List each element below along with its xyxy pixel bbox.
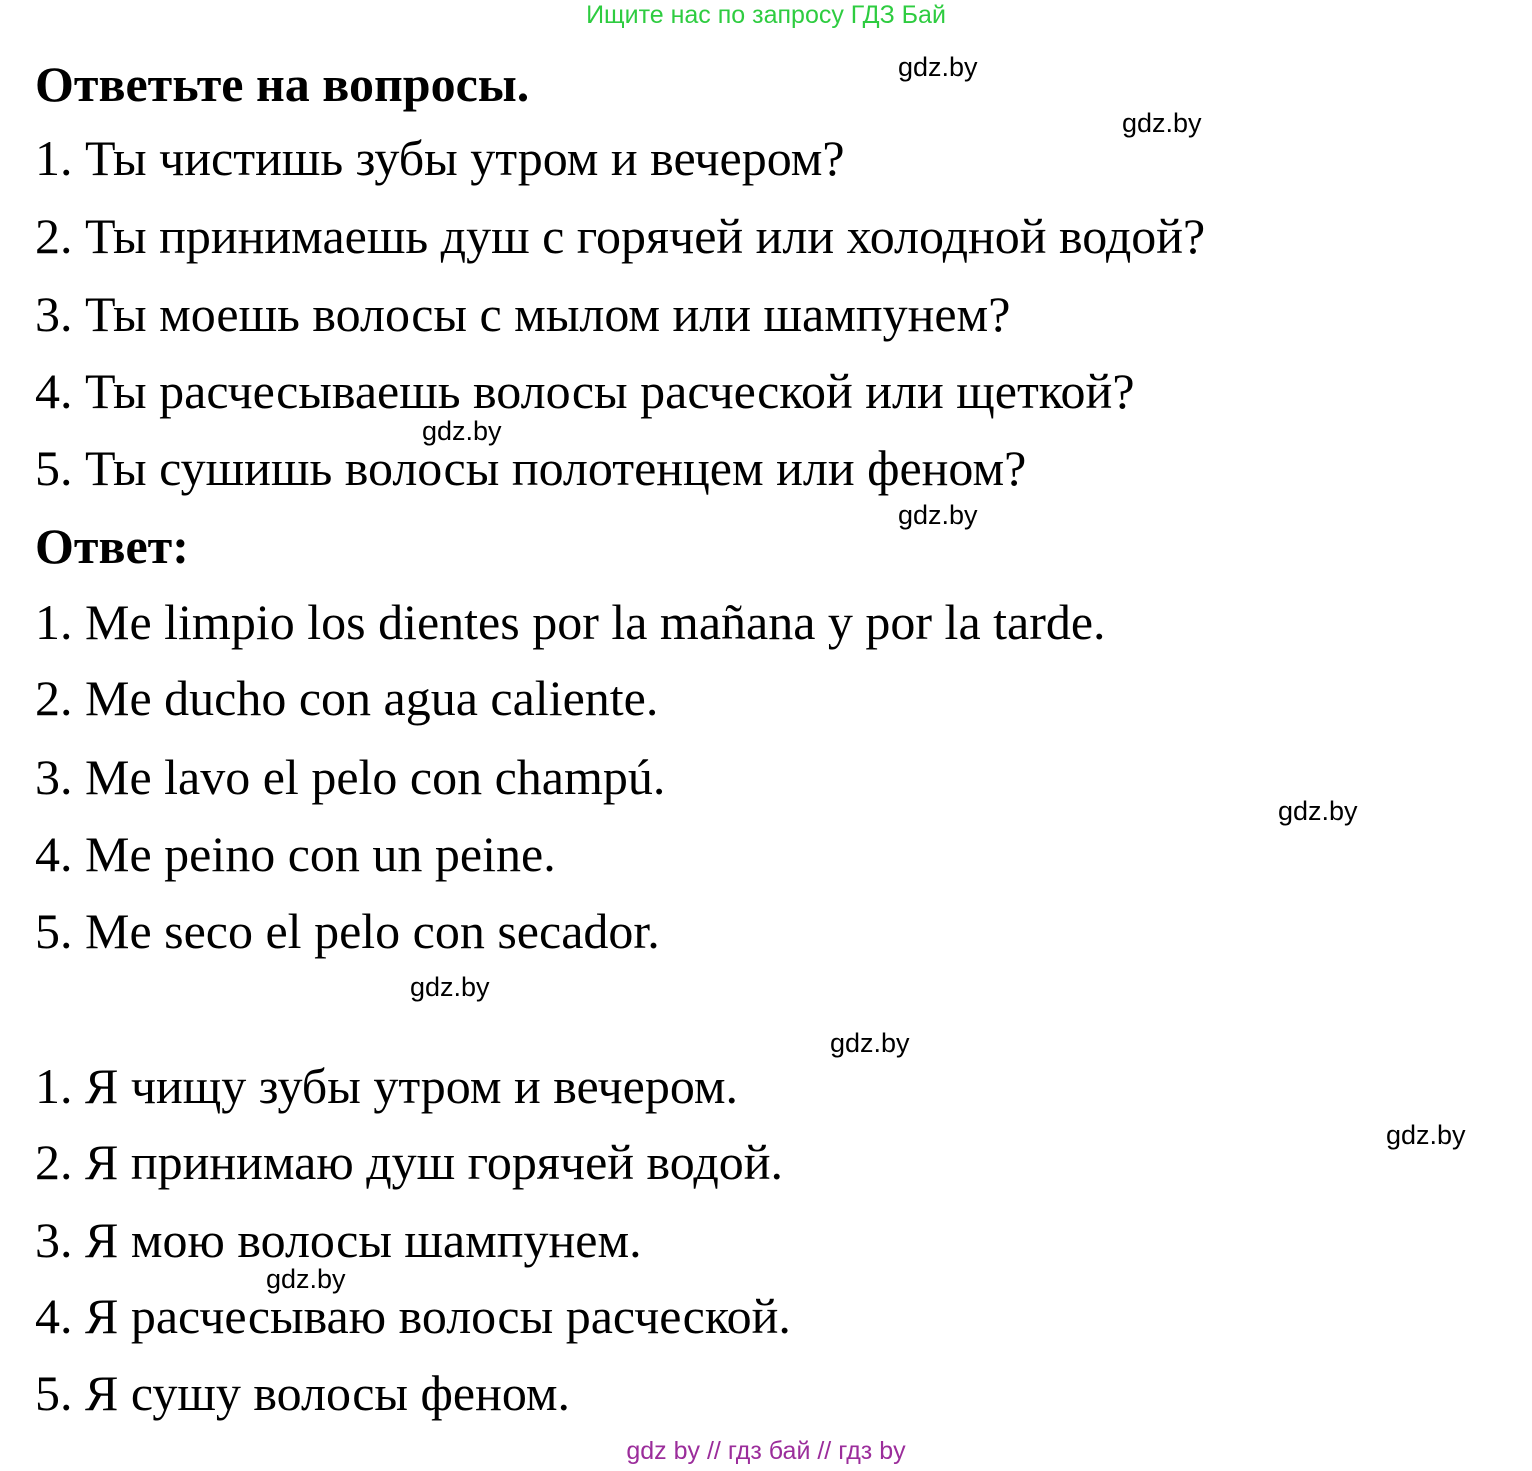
watermark: gdz.by bbox=[422, 416, 502, 446]
answer-es-1: 1. Me limpio los dientes por la mañana y por la tarde. bbox=[35, 594, 1106, 650]
answer-es-4: 4. Me peino con un peine. bbox=[35, 826, 556, 882]
answer-ru-1: 1. Я чищу зубы утром и вечером. bbox=[35, 1058, 739, 1114]
watermark: gdz.by bbox=[898, 52, 978, 82]
watermark: gdz.by bbox=[898, 500, 978, 530]
watermark: gdz.by bbox=[1278, 796, 1358, 826]
question-4: 4. Ты расчесываешь волосы расческой или щеткой? bbox=[35, 363, 1135, 419]
answer-ru-5: 5. Я сушу волосы феном. bbox=[35, 1365, 571, 1421]
watermark: gdz.by bbox=[830, 1028, 910, 1058]
watermark: gdz.by bbox=[1386, 1120, 1466, 1150]
answer-ru-3: 3. Я мою волосы шампунем. bbox=[35, 1212, 642, 1268]
question-5: 5. Ты сушишь волосы полотенцем или феном? bbox=[35, 440, 1027, 496]
answer-ru-2: 2. Я принимаю душ горячей водой. bbox=[35, 1134, 784, 1190]
questions-heading: Ответьте на вопросы. bbox=[35, 56, 530, 112]
answer-heading: Ответ: bbox=[35, 518, 189, 574]
answer-ru-4: 4. Я расчесываю волосы расческой. bbox=[35, 1288, 791, 1344]
footer-links: gdz by // гдз бай // гдз by bbox=[626, 1437, 906, 1465]
answer-es-3: 3. Me lavo el pelo con champú. bbox=[35, 749, 666, 805]
search-banner: Ищите нас по запросу ГДЗ Бай bbox=[586, 1, 946, 29]
question-2: 2. Ты принимаешь душ с горячей или холодной водой? bbox=[35, 208, 1206, 264]
watermark: gdz.by bbox=[266, 1264, 346, 1294]
question-3: 3. Ты моешь волосы с мылом или шампунем? bbox=[35, 286, 1011, 342]
watermark: gdz.by bbox=[410, 972, 490, 1002]
answer-es-2: 2. Me ducho con agua caliente. bbox=[35, 670, 659, 726]
answer-es-5: 5. Me seco el pelo con secador. bbox=[35, 903, 660, 959]
watermark: gdz.by bbox=[1122, 108, 1202, 138]
question-1: 1. Ты чистишь зубы утром и вечером? bbox=[35, 130, 845, 186]
